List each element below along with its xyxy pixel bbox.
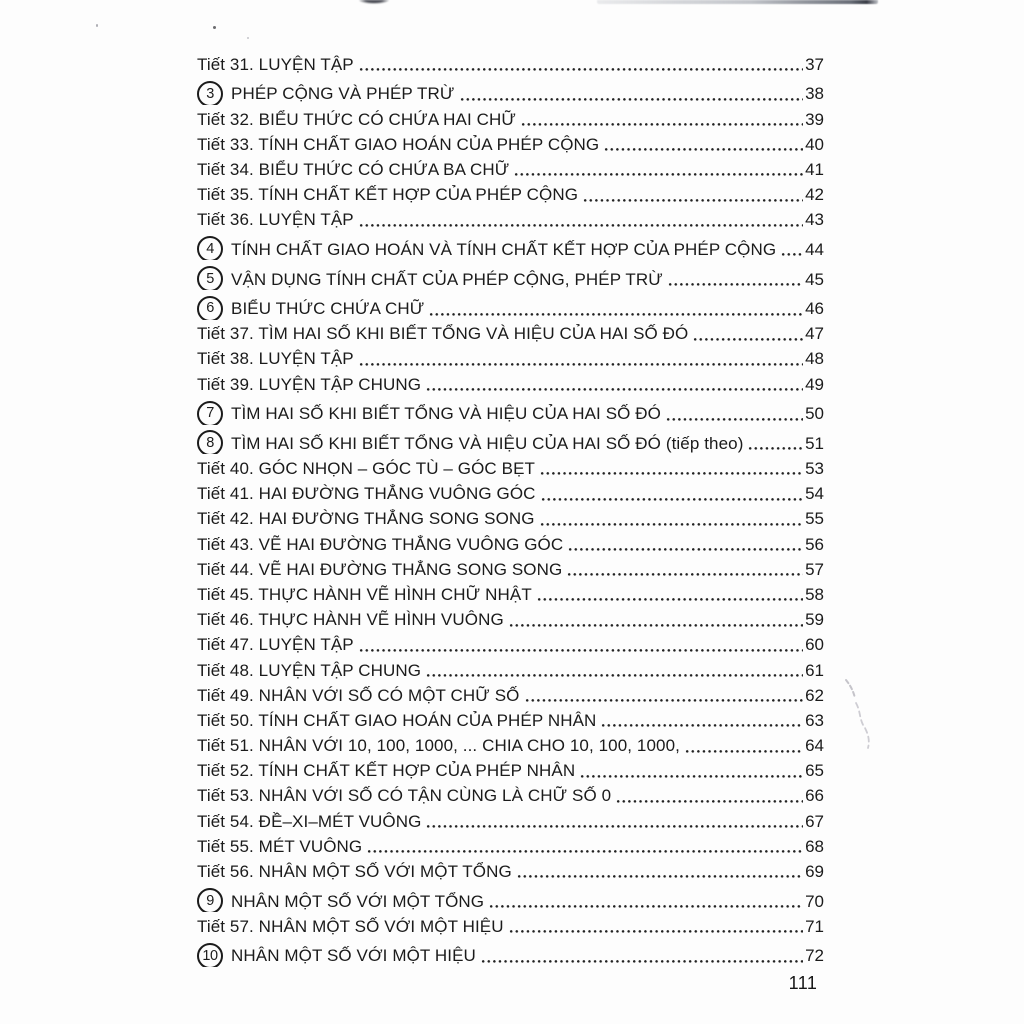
toc-entry <box>197 605 824 630</box>
chapter-number-badge <box>197 943 223 967</box>
dot-leader <box>426 673 803 678</box>
dot-leader <box>583 198 803 203</box>
toc-entry <box>197 479 824 504</box>
toc-entry-page: 40 <box>805 134 824 154</box>
toc-entry-title: BIỂU THỨC CHỨA CHỮ <box>231 299 425 319</box>
dot-leader <box>367 849 803 854</box>
dot-leader <box>693 337 803 342</box>
toc-entry <box>197 260 824 290</box>
toc-entry-title: Tiết 54. ĐỀ–XI–MÉT VUÔNG <box>197 811 422 831</box>
toc-entry-page: 49 <box>805 374 824 394</box>
toc-entry-page: 45 <box>805 269 824 289</box>
toc-entry-page: 62 <box>805 685 824 705</box>
toc-entry-page: 44 <box>805 239 824 259</box>
toc-entry-page: 55 <box>805 509 824 529</box>
scan-artifact-top-bar <box>597 0 878 4</box>
toc-entry-title: Tiết 45. THỰC HÀNH VẼ HÌNH CHỮ NHẬT <box>197 584 532 604</box>
toc-entry <box>197 425 824 455</box>
toc-entry-page: 57 <box>805 559 824 579</box>
toc-entry-title: Tiết 40. GÓC NHỌN – GÓC TÙ – GÓC BẸT <box>197 459 535 479</box>
toc-entry <box>197 454 824 479</box>
toc-entry <box>197 912 824 937</box>
chapter-number-badge <box>197 430 223 454</box>
dot-leader <box>359 223 803 228</box>
toc-entry-title: Tiết 53. NHÂN VỚI SỐ CÓ TẬN CÙNG LÀ CHỮ SỐ 0 <box>197 786 612 806</box>
dot-leader <box>509 623 803 628</box>
toc-entry-title: Tiết 38. LUYỆN TẬP <box>197 349 354 369</box>
toc-entry-page: 67 <box>805 811 824 831</box>
toc-entry <box>197 681 824 706</box>
toc-entry-title: Tiết 35. TÍNH CHẤT KẾT HỢP CỦA PHÉP CỘNG <box>197 185 579 205</box>
toc-entry-title: TÌM HAI SỐ KHI BIẾT TỔNG VÀ HIỆU CỦA HAI SỐ ĐÓ (tiếp theo) <box>231 433 744 453</box>
dot-leader <box>426 824 803 829</box>
toc-entry-title: Tiết 34. BIỂU THỨC CÓ CHỨA BA CHỮ <box>197 159 510 179</box>
toc-entry-title: Tiết 52. TÍNH CHẤT KẾT HỢP CỦA PHÉP NHÂN <box>197 761 576 781</box>
toc-entry-page: 56 <box>805 534 824 554</box>
dot-leader <box>489 904 803 909</box>
toc-entry-page: 71 <box>805 916 824 936</box>
dot-leader <box>359 67 803 72</box>
toc-entry-page: 47 <box>805 324 824 344</box>
toc-entry-title: Tiết 55. MÉT VUÔNG <box>197 836 363 856</box>
dot-leader <box>537 597 803 602</box>
toc-entry-title: Tiết 37. TÌM HAI SỐ KHI BIẾT TỔNG VÀ HIỆU CỦA HAI SỐ ĐÓ <box>197 324 689 344</box>
toc-entry-page: 41 <box>805 159 824 179</box>
toc-entry-page: 59 <box>805 610 824 630</box>
toc-entry <box>197 706 824 731</box>
toc-entry <box>197 807 824 832</box>
dot-leader <box>668 282 803 287</box>
chapter-number-badge <box>197 236 223 260</box>
toc-entry <box>197 105 824 130</box>
toc-entry <box>197 530 824 555</box>
toc-entry-title: Tiết 36. LUYỆN TẬP <box>197 210 354 230</box>
toc-entry-page: 69 <box>805 862 824 882</box>
toc-entry-title: Tiết 33. TÍNH CHẤT GIAO HOÁN CỦA PHÉP CỘNG <box>197 134 600 154</box>
chapter-number: 4 <box>206 241 214 258</box>
chapter-number-badge <box>197 266 223 290</box>
pencil-scribble-mark <box>833 670 885 760</box>
toc-entry-title: Tiết 50. TÍNH CHẤT GIAO HOÁN CỦA PHÉP NHÂN <box>197 710 597 730</box>
toc-entry-title: TÍNH CHẤT GIAO HOÁN VÀ TÍNH CHẤT KẾT HỢP CỦA PHÉP CỘNG <box>231 239 777 259</box>
toc-entry-page: 72 <box>805 946 824 966</box>
toc-entry-title: Tiết 42. HAI ĐƯỜNG THẲNG SONG SONG <box>197 509 535 529</box>
toc-entry-title: TÌM HAI SỐ KHI BIẾT TỔNG VÀ HIỆU CỦA HAI SỐ ĐÓ <box>231 404 661 424</box>
dot-leader <box>748 446 803 451</box>
toc-entry-page: 39 <box>805 109 824 129</box>
toc-entry <box>197 395 824 425</box>
chapter-number: 8 <box>206 435 214 451</box>
chapter-number: 9 <box>206 892 214 909</box>
dot-leader <box>685 749 803 754</box>
dot-leader <box>580 774 803 779</box>
toc-entry-title: Tiết 44. VẼ HAI ĐƯỜNG THẲNG SONG SONG <box>197 559 563 579</box>
toc-entry <box>197 882 824 912</box>
toc-entry-page: 50 <box>805 404 824 424</box>
toc-entry-page: 37 <box>805 54 824 74</box>
dot-leader <box>540 522 803 527</box>
toc-entry <box>197 75 824 105</box>
footer-page-number: 111 <box>788 973 818 993</box>
chapter-number: 10 <box>202 947 218 964</box>
dot-leader <box>567 572 803 577</box>
toc-entry-page: 43 <box>805 210 824 230</box>
dot-leader <box>517 874 803 879</box>
toc-entry-page: 61 <box>805 660 824 680</box>
dot-leader <box>541 497 804 502</box>
toc-entry-page: 38 <box>805 84 824 104</box>
dot-leader <box>426 387 803 392</box>
dot-leader <box>601 723 803 728</box>
toc-entry-page: 63 <box>805 710 824 730</box>
toc-entry <box>197 757 824 782</box>
toc-entry <box>197 130 824 155</box>
toc-entry <box>197 155 824 180</box>
toc-entry-page: 64 <box>805 736 824 756</box>
toc-entry-page: 70 <box>805 891 824 911</box>
dot-leader <box>525 698 804 703</box>
chapter-number-badge <box>197 888 223 912</box>
dot-leader <box>359 648 803 653</box>
dot-leader <box>540 471 803 476</box>
toc-entry-title: VẬN DỤNG TÍNH CHẤT CỦA PHÉP CỘNG, PHÉP TRỪ <box>231 269 663 289</box>
toc-entry <box>197 206 824 231</box>
dot-leader <box>429 312 803 317</box>
toc-entry <box>197 555 824 580</box>
toc-entry-page: 66 <box>805 786 824 806</box>
toc-entry-page: 60 <box>805 635 824 655</box>
chapter-number-badge <box>197 81 223 105</box>
dot-leader <box>568 547 803 552</box>
toc-entry-title: Tiết 39. LUYỆN TẬP CHUNG <box>197 374 422 394</box>
toc-entry <box>197 580 824 605</box>
chapter-number: 5 <box>206 270 214 287</box>
toc-entry-title: Tiết 46. THỰC HÀNH VẼ HÌNH VUÔNG <box>197 610 504 630</box>
toc-entry-title: Tiết 49. NHÂN VỚI SỐ CÓ MỘT CHỮ SỐ <box>197 685 520 705</box>
toc-entry <box>197 290 824 320</box>
scan-artifact-speck <box>213 26 216 29</box>
toc-entry-title: PHÉP CỘNG VÀ PHÉP TRỪ <box>231 84 455 104</box>
chapter-number: 6 <box>206 300 214 317</box>
toc-entry-page: 65 <box>805 761 824 781</box>
dot-leader <box>509 929 803 934</box>
toc-entry-page: 51 <box>805 433 824 453</box>
scan-artifact-speck <box>247 37 249 39</box>
toc-entry <box>197 505 824 530</box>
chapter-number-badge <box>197 401 223 425</box>
toc-entry <box>197 50 824 75</box>
table-of-contents <box>197 50 824 967</box>
toc-entry <box>197 231 824 261</box>
toc-entry-title: Tiết 47. LUYỆN TẬP <box>197 635 354 655</box>
dot-leader <box>666 417 803 422</box>
chapter-number: 7 <box>206 405 214 422</box>
chapter-number: 3 <box>206 85 214 102</box>
toc-entry-title: Tiết 51. NHÂN VỚI 10, 100, 1000, ... CHIA CHO 10, 100, 1000, <box>197 736 680 756</box>
toc-entry-title: Tiết 43. VẼ HAI ĐƯỜNG THẲNG VUÔNG GÓC <box>197 534 564 554</box>
toc-entry-page: 46 <box>805 299 824 319</box>
toc-entry-page: 68 <box>805 836 824 856</box>
toc-entry-title: Tiết 56. NHÂN MỘT SỐ VỚI MỘT TỔNG <box>197 862 512 882</box>
dot-leader <box>460 97 804 102</box>
toc-entry-page: 48 <box>805 349 824 369</box>
toc-entry-title: NHÂN MỘT SỐ VỚI MỘT HIỆU <box>231 946 476 966</box>
toc-entry-title: Tiết 57. NHÂN MỘT SỐ VỚI MỘT HIỆU <box>197 916 504 936</box>
scan-artifact-smudge <box>359 0 389 4</box>
dot-leader <box>604 147 803 152</box>
toc-entry <box>197 857 824 882</box>
dot-leader <box>481 959 803 964</box>
chapter-number-badge <box>197 296 223 320</box>
dot-leader <box>359 362 803 367</box>
toc-entry-title: Tiết 41. HAI ĐƯỜNG THẲNG VUÔNG GÓC <box>197 484 536 504</box>
toc-entry <box>197 656 824 681</box>
toc-entry <box>197 370 824 395</box>
toc-entry <box>197 320 824 345</box>
toc-entry-page: 58 <box>805 584 824 604</box>
toc-entry-page: 54 <box>805 484 824 504</box>
toc-entry <box>197 832 824 857</box>
toc-entry-title: Tiết 31. LUYỆN TẬP <box>197 54 354 74</box>
toc-entry-title: Tiết 48. LUYỆN TẬP CHUNG <box>197 660 422 680</box>
toc-entry-page: 42 <box>805 185 824 205</box>
toc-entry <box>197 345 824 370</box>
dot-leader <box>781 252 803 257</box>
toc-entry <box>197 782 824 807</box>
toc-entry <box>197 631 824 656</box>
scan-artifact-speck <box>96 24 98 27</box>
toc-entry <box>197 937 824 967</box>
dot-leader <box>616 799 803 804</box>
toc-entry <box>197 731 824 756</box>
toc-entry-page: 53 <box>805 459 824 479</box>
toc-entry-title: Tiết 32. BIỂU THỨC CÓ CHỨA HAI CHỮ <box>197 109 517 129</box>
dot-leader <box>521 122 803 127</box>
toc-entry <box>197 180 824 205</box>
dot-leader <box>514 172 803 177</box>
toc-entry-title: NHÂN MỘT SỐ VỚI MỘT TỔNG <box>231 891 485 911</box>
